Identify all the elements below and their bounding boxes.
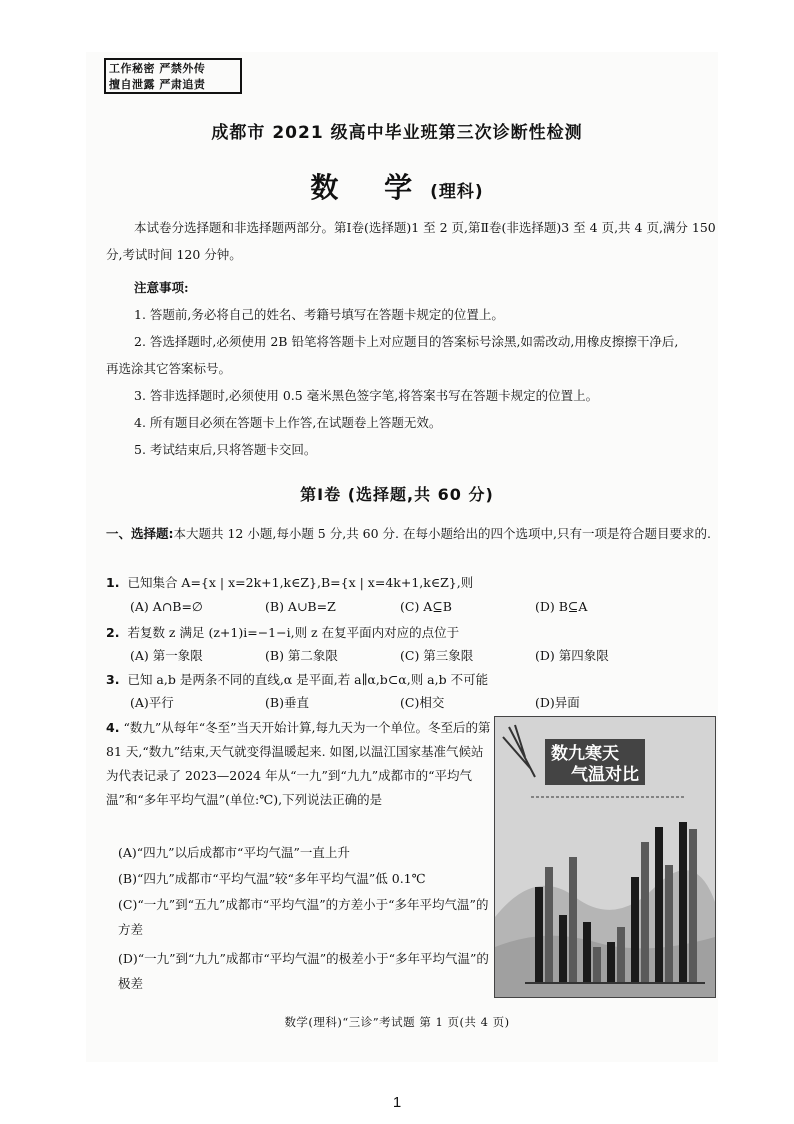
q4-option-a: (A)“四九”以后成都市“平均气温”一直上升 [118, 845, 350, 860]
note-item: 4. 所有题目必须在答题卡上作答,在试题卷上答题无效。 [134, 415, 442, 430]
option-a: (A) A∩B=∅ [130, 599, 203, 614]
page-footer: 数学(理科)“三诊”考试题 第 1 页(共 4 页) [284, 1015, 510, 1029]
stamp-line-1: 工作秘密 严禁外传 [109, 62, 206, 75]
exam-title: 成都市 2021 级高中毕业班第三次诊断性检测 [211, 123, 583, 143]
question-3-stem [106, 667, 488, 692]
note-item: 5. 考试结束后,只将答题卡交回。 [134, 442, 317, 457]
poster-title-2: 气温对比 [571, 765, 639, 785]
poster-title-1: 数九寒天 [551, 744, 619, 764]
page-number: 1 [392, 1094, 402, 1111]
bar [583, 922, 591, 982]
question-4-stem [106, 716, 494, 812]
note-item: 1. 答题前,务必将自己的姓名、考籍号填写在答题卡规定的位置上。 [134, 307, 504, 322]
subject-title [0, 166, 794, 206]
option-b: (B) 第二象限 [265, 648, 338, 663]
bar [631, 877, 639, 982]
question-text: 已知集合 A={x | x=2k+1,k∈Z},B={x | x=4k+1,k∈Z},则 [127, 575, 474, 590]
option-c: (C) A⊆B [400, 599, 452, 614]
bar [607, 942, 615, 982]
bar [545, 867, 553, 982]
option-d: (D) B⊆A [535, 599, 588, 614]
question-number: 4. [106, 720, 120, 735]
part-label: 一、选择题: [106, 526, 174, 541]
bar [593, 947, 601, 982]
note-item: 3. 答非选择题时,必须使用 0.5 毫米黑色签字笔,将答案书写在答题卡规定的位置上。 [134, 388, 599, 403]
bar [641, 842, 649, 982]
notes-heading: 注意事项: [134, 280, 189, 295]
option-d: (D)异面 [535, 695, 580, 710]
option-b: (B) A∪B=Z [265, 599, 336, 614]
stamp-line-2: 擅自泄露 严肃追责 [109, 78, 206, 91]
bar [559, 915, 567, 982]
bar [679, 822, 687, 982]
part-instructions [106, 520, 718, 547]
subject-name: 数 学 [310, 171, 431, 204]
q4-option-b: (B)“四九”成都市“平均气温”较“多年平均气温”低 0.1℃ [118, 871, 426, 886]
q4-option-d: (D)“一九”到“九九”成都市“平均气温”的极差小于“多年平均气温”的极差 [118, 951, 489, 991]
poster-graphic [495, 717, 715, 997]
bar [689, 829, 697, 982]
bar [569, 857, 577, 982]
intro-paragraph: 本试卷分选择题和非选择题两部分。第Ⅰ卷(选择题)1 至 2 页,第Ⅱ卷(非选择题)3 至 4 页,共 4 页,满分 150 分,考试时间 120 分钟。 [106, 220, 716, 262]
option-b: (B)垂直 [265, 695, 309, 710]
question-2-stem [106, 620, 459, 645]
question-text: 已知 a,b 是两条不同的直线,α 是平面,若 a∥α,b⊂α,则 a,b 不可能 [127, 672, 489, 687]
bar [655, 827, 663, 982]
question-1-options [130, 594, 670, 619]
question-text: “数九”从每年“冬至”当天开始计算,每九天为一个单位。冬至后的第 81 天,“数九”结束,天气就变得温暖起来. 如图,以温江国家基准气候站为代表记录了 2023—2024 年从“一九”到“九九”成都市的“平均气温”和“多年平均气温”(单位:℃),下列说法正确的是 [106, 720, 491, 807]
section-title: 第Ⅰ卷 (选择题,共 60 分) [300, 485, 494, 504]
option-c: (C)相交 [400, 695, 445, 710]
part-text: 本大题共 12 小题,每小题 5 分,共 60 分. 在每小题给出的四个选项中,只有一项是符合题目要求的. [173, 526, 711, 541]
question-text: 若复数 z 满足 (z+1)i=−1−i,则 z 在复平面内对应的点位于 [127, 625, 460, 640]
q4-option-c: (C)“一九”到“五九”成都市“平均气温”的方差小于“多年平均气温”的方差 [118, 897, 489, 937]
confidential-stamp [104, 58, 242, 94]
question-number: 2. [106, 625, 120, 640]
note-item: 2. 答选择题时,必须使用 2B 铅笔将答题卡上对应题目的答案标号涂黑,如需改动,用橡皮擦擦干净后,再选涂其它答案标号。 [106, 334, 679, 376]
question-number: 3. [106, 672, 120, 687]
option-d: (D) 第四象限 [535, 648, 609, 663]
question-3-options [130, 690, 670, 715]
option-c: (C) 第三象限 [400, 648, 474, 663]
option-a: (A)平行 [130, 695, 174, 710]
temperature-poster-image [494, 716, 716, 998]
question-number: 1. [106, 575, 120, 590]
subject-note: (理科) [430, 182, 484, 202]
bar [617, 927, 625, 982]
question-2-options [130, 643, 670, 668]
question-1-stem [106, 570, 473, 595]
option-a: (A) 第一象限 [130, 648, 203, 663]
bar [535, 887, 543, 982]
bar [665, 865, 673, 982]
